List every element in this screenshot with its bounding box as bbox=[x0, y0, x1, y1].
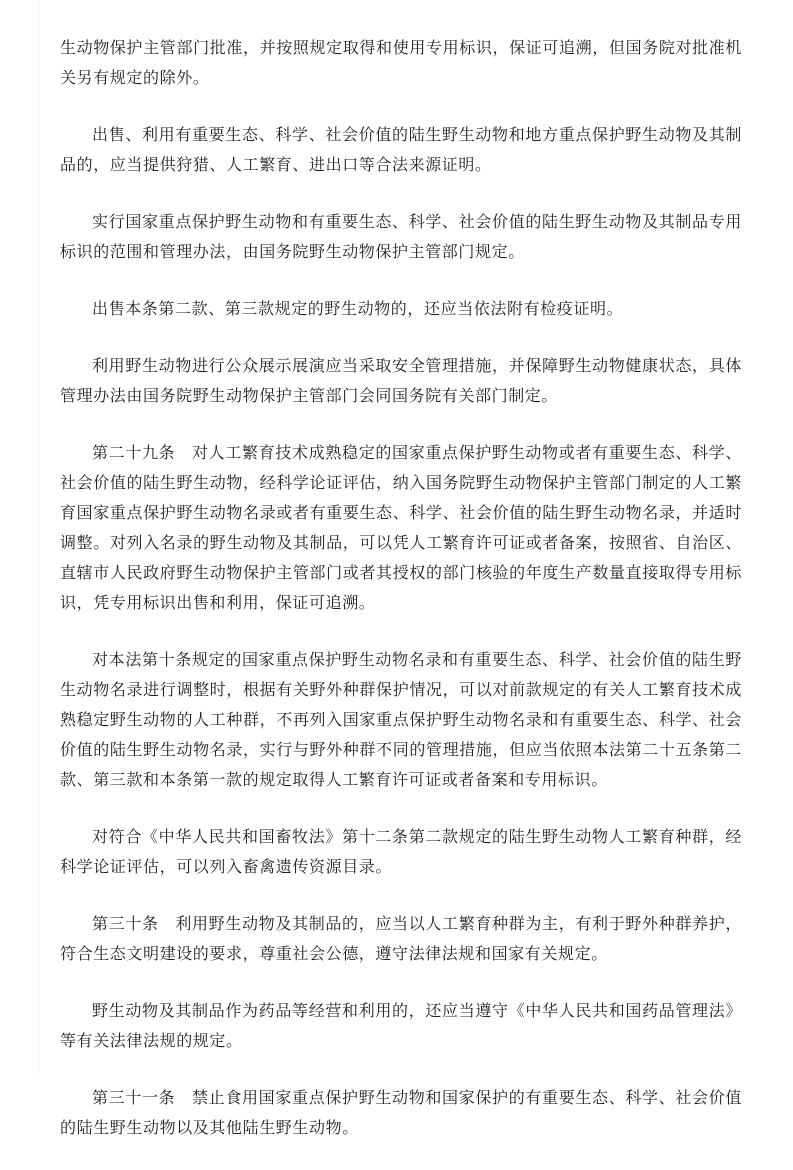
paragraph-drug-law: 野生动物及其制品作为药品等经营和利用的，还应当遵守《中华人民共和国药品管理法》等有关法律法规的规定。 bbox=[60, 1001, 742, 1050]
paragraph-quarantine: 出售本条第二款、第三款规定的野生动物的，还应当依法附有检疫证明。 bbox=[92, 299, 624, 318]
paragraph-list-adjustment: 对本法第十条规定的国家重点保护野生动物名录和有重要生态、科学、社会价值的陆生野生动物名录进行调整时，根据有关野外种群保护情况，可以对前款规定的有关人工繁育技术成熟稳定野生动物的人工种群，不再列入国家重点保护野生动物名录和有重要生态、科学、社会价值的陆生野生动物名录，实行与野外种群不同的管理措施，但应当依照本法第二十五条第二款、第三款和本条第一款的规定取得人工繁育许可证或者备案和专用标识。 bbox=[60, 650, 742, 789]
paragraph-article-29: 第二十九条 对人工繁育技术成熟稳定的国家重点保护野生动物或者有重要生态、科学、社会价值的陆生野生动物，经科学论证评估，纳入国务院野生动物保护主管部门制定的人工繁育国家重点保护野生动物名录或者有重要生态、科学、社会价值的陆生野生动物名录，并适时调整。对列入名录的野生动物及其制品，可以凭人工繁育许可证或者备案，按照省、自治区、直辖市人民政府野生动物保护主管部门或者其授权的部门核验的年度生产数量直接取得专用标识，凭专用标识出售和利用，保证可追溯。 bbox=[60, 443, 742, 612]
paragraph-article-30: 第三十条 利用野生动物及其制品的，应当以人工繁育种群为主，有利于野外种群养护，符合生态文明建设的要求，尊重社会公德，遵守法律法规和国家有关规定。 bbox=[60, 914, 742, 963]
paragraph-article-31: 第三十一条 禁止食用国家重点保护野生动物和国家保护的有重要生态、科学、社会价值的陆生野生动物以及其他陆生野生动物。 bbox=[60, 1088, 742, 1137]
paragraph-livestock-law: 对符合《中华人民共和国畜牧法》第十二条第二款规定的陆生野生动物人工繁育种群，经科学论证评估，可以列入畜禽遗传资源目录。 bbox=[60, 827, 742, 876]
paragraph-source-proof: 出售、利用有重要生态、科学、社会价值的陆生野生动物和地方重点保护野生动物及其制品的，应当提供狩猎、人工繁育、进出口等合法来源证明。 bbox=[60, 125, 742, 174]
paragraph-public-display: 利用野生动物进行公众展示展演应当采取安全管理措施，并保障野生动物健康状态，具体管理办法由国务院野生动物保护主管部门会同国务院有关部门制定。 bbox=[60, 356, 742, 405]
paragraph-special-mark: 实行国家重点保护野生动物和有重要生态、科学、社会价值的陆生野生动物及其制品专用标识的范围和管理办法，由国务院野生动物保护主管部门规定。 bbox=[60, 212, 742, 261]
document-body bbox=[60, 33, 742, 1170]
paragraph-continuation: 生动物保护主管部门批准，并按照规定取得和使用专用标识，保证可追溯，但国务院对批准机关另有规定的除外。 bbox=[60, 38, 742, 87]
